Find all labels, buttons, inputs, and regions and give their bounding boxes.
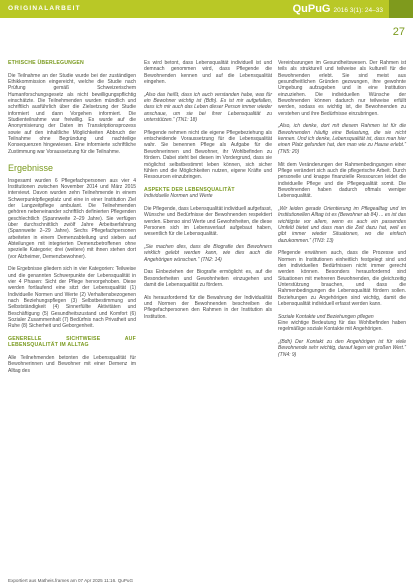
- quote-3: „Also, ich denke, dort mit diesem Rahmen ist für die Bewohnenden häufig eine Belastung, die sie nicht kennen. Und ich denke, Lebensqualität ist, dass man hier einen Platz gefunden hat, den man wie zu Hause erlebt.“ (TN5: 20): [278, 123, 406, 155]
- issue-info: 2016 3(1): 24–33: [333, 7, 383, 14]
- section-label: ORIGINALARBEIT: [8, 5, 81, 12]
- heading-ethics: ETHISCHE ÜBERLEGUNGEN: [8, 60, 84, 66]
- paragraph-mid-3: Mit dem Veränderungen der Rahmenbedingungen einer Pflege verändert sich auch die pflegerische Arbeit. Durch personelle und knappe finanzielle Ressourcen leidet die individuelle Pflege und die Pflegequalität somit. Die Bewohnenden haben dadurch oftmals weniger Lebensqualität.: [278, 161, 406, 200]
- quote-4: „Wir leiden gerade Orientierung im Pflegealltag und im Institutionellen Alltag ist es (Bewohner ab 84) ... es ist das wichtigste vor allem, wenn es auch ein passendes Umfeld bietet und dass man die Zeit dazu hat, weil es gibt immer wieder Situationen, wo die einfach dazukommen.“ (TN3: 13): [278, 205, 406, 244]
- paragraph-top: Vereinbarungen im Gesundheitswesen. Der Rahmen ist teils als strukturell und teilweise als kulturell für die Bewohnenden erlebt. Sie sind meist aus gesundheitlichen Gründen gezwungen, ihre gewohnte Umgebung aufzugeben und in eine Institution einzuziehen. Die individuellen Wünsche der Bewohnenden können dadurch nur teilweise erfüllt werden, sodass es wichtig ist, die Bewohnenden zu verstehen und ihre Bedürfnisse einzubringen.: [278, 60, 406, 117]
- header-accent-block: [389, 0, 413, 18]
- heading-wellbeing: GENERELLE SICHTWEISE AUF LEBENSQUALITÄT IM ALLTAG: [8, 336, 136, 349]
- text-column-2: [144, 60, 272, 326]
- paragraph-results: Insgesamt wurden 6 Pflegefachpersonen aus vier 4 Institutionen zwischen November 2014 und März 2015 interviewt. Davon wurden zehn Teilnehmende in einem Schwerpunktpflegeplatz und eine in einer Institution Ziel der Langzeitpflege ambulant. Die Teilnehmenden gehören nebeneinander schriftlich definierten Pflegenden geschlechtlich (Spannweite 2–29 Jahre). Sie verfügen über durchschnittlich zwölf Jahre Arbeitserfahrung (Spannweite 2–29 Jahre). Sechs Pflegefachpersonen arbeiteten in einem Demenzabteilung und sieben auf Abteilungen mit integrierten Demenzbetroffenen ohne spezielle Kategorie; drei (weitere) mit ihnen stehen dort (vor Alzheimer, Demenzbewohner).: [8, 177, 136, 260]
- subheading-norms: Individuelle Normen und Werte: [144, 193, 213, 200]
- heading-results: Ergebnisse: [8, 162, 54, 173]
- paragraph-norms: Die Pflegende, dass Lebensqualität individuell aufgefasst, Wünsche und Bedürfnisse der Bewohnenden respektiert werden. Ebenso sind Werte und Gewohnheiten, die diese Personen sich im Lebensverlauf aufgebaut haben, wesentlich für die Lebensqualität.: [144, 205, 272, 238]
- paragraph-ethics: Die Teilnahme an der Studie wurde bei der zuständigen Ethikkommission eingereicht, welche die Studie nach Prüfung gemäß Schweizerischem Humanforschungsgesetz als nicht bewilligungspflichtig einschätzte. Die Teilnehmenden wurden mündlich und schriftlich ausführlich über die Zielsetzung der Studie informiert und dann Vorgehen informiert. Die Studienteilnahme war freiwillig. Es wurde auf die Anonymisierung der Daten im Transkriptionsprozess sowie auf den inhaltliche Möglichkeiten Abbruch der Teilnahme ohne Begründung und nachteilige Konsequenzen hingewiesen. Eine informierte schriftliche Zustimmung war Voraussetzung für die Teilnahme.: [8, 72, 136, 155]
- quote-2: „Sie machen dies, dass die Biografie des Bewohners wirklich gelebt werden kann, wie dies auch die Angehörigen wünschen.“ (TN2: 14): [144, 243, 272, 263]
- paragraph-results-2: Die Ergebnisse gliedern sich in vier Kategorien: Teilweise und die genannten Schwerpunkte der Lebensqualität in vier 4 Phasen: Sicht der Pflege hervorgehoben. Diese werden fortlaufend eine sitzt der Lebensqualität (1) Individuelle Normen und Werte (2) Verhaltensbezogenen nach Beziehungspflegen (3) Selbstbestimmung und Selbstständigkeit (4) Sinnerfüllte Aktivitäten und Beschäftigung (5) Gesundheitszustand und Komfort (6) Sozialer Zusammenhalt (7) Bedürfnis nach Privatheit und Ruhe (8) Sicherheit und Geborgenheit.: [8, 266, 136, 330]
- paragraph-mid: Pflegende nehmen nicht die eigene Pflegebeziehung als entscheidende Voraussetzung für die Lebensqualität wahr. Sie benennen Pflege als Aufgabe für die Bewohnerinnen und Bewohner, ihr Wohlbefinden zu fördern. Dabei steht bei diesen im Vordergrund, dass sie möglichst selbstbestimmt leben können, sich sicher fühlen und die Möglichkeiten nutzen, eigene Kräfte und Ressourcen einzubringen.: [144, 129, 272, 181]
- paragraph-wellbeing: Alle Teilnehmenden betonten die Lebensqualität für Bewohnerinnen und Bewohner mit einer Demenz im Alltag des: [8, 355, 136, 374]
- subheading-social: Soziale Kontakte und Beziehungen pflegen: [278, 313, 374, 320]
- paragraph-rest: Pflegende erwähnen auch, dass die Prozesse und Normen in Institutionen einheitlich festgelegt sind und den individuellen Bedürfnissen nicht immer gerecht werden können. Besonders herausfordernd sind Situationen mit mehreren Bewohnenden, die gleichzeitig Unterstützung brauchen, und dass die Rahmenbedingungen die Lebensqualität fördern sollen. Beziehungen zu Angehörigen sind wichtig, damit die Lebensqualität individuell erfasst werden kann.: [278, 250, 406, 308]
- text-column-3: [278, 60, 406, 365]
- quote-1: „Also das heißt, dass ich auch verstanden habe, was für ein Bewohner wichtig ist (Bdh). Es ist mir aufgefallen, dass ich mir auch das Leben dieser Person immer wieder anschaue, um sie bei ihrer Lebensqualität zu unterstützen.“ (TN1: 18): [144, 91, 272, 124]
- heading-aspects: ASPEKTE DER LEBENSQUALITÄT: [144, 186, 235, 193]
- journal-name: QuPuG: [292, 3, 331, 15]
- paragraph-social: Eine wichtige Bedeutung für das Wohlbefinden haben regelmäßige soziale Kontakte mit Angehörigen.: [278, 320, 406, 333]
- journal-title: [293, 3, 383, 15]
- paragraph-last: Als herausfordernd für die Bewahrung der Individualität und Normen der Bewohnenden beschreiben die Pflegefachpersonen den Rahmen in der Institution als Institution.: [144, 294, 272, 320]
- journal-header-bar: [0, 0, 413, 18]
- quote-5: „(Bdh) Der Kontakt zu den Angehörigen ist für viele Bewohnende sehr wichtig, darauf legen wir großen Wert.“ (TN4: 9): [278, 339, 406, 358]
- footer-note: Exportiert aus Matheis.frames am 07 Apr 2025 11:16. QuPuG: [8, 578, 134, 583]
- text-column-1: [8, 60, 136, 381]
- page-number: 27: [392, 26, 405, 38]
- paragraph-intro: Es wird betont, dass Lebensqualität individuell ist und demnach genommen wird, dass Pflegende die Bewohnenden kennen und auf die Lebensqualität eingehen.: [144, 60, 272, 86]
- paragraph-biography: Das Einbeziehen der Biografie ermöglicht es, auf die Besonderheiten und Gewohnheiten einzugehen und damit die Lebensqualität zu fördern.: [144, 269, 272, 289]
